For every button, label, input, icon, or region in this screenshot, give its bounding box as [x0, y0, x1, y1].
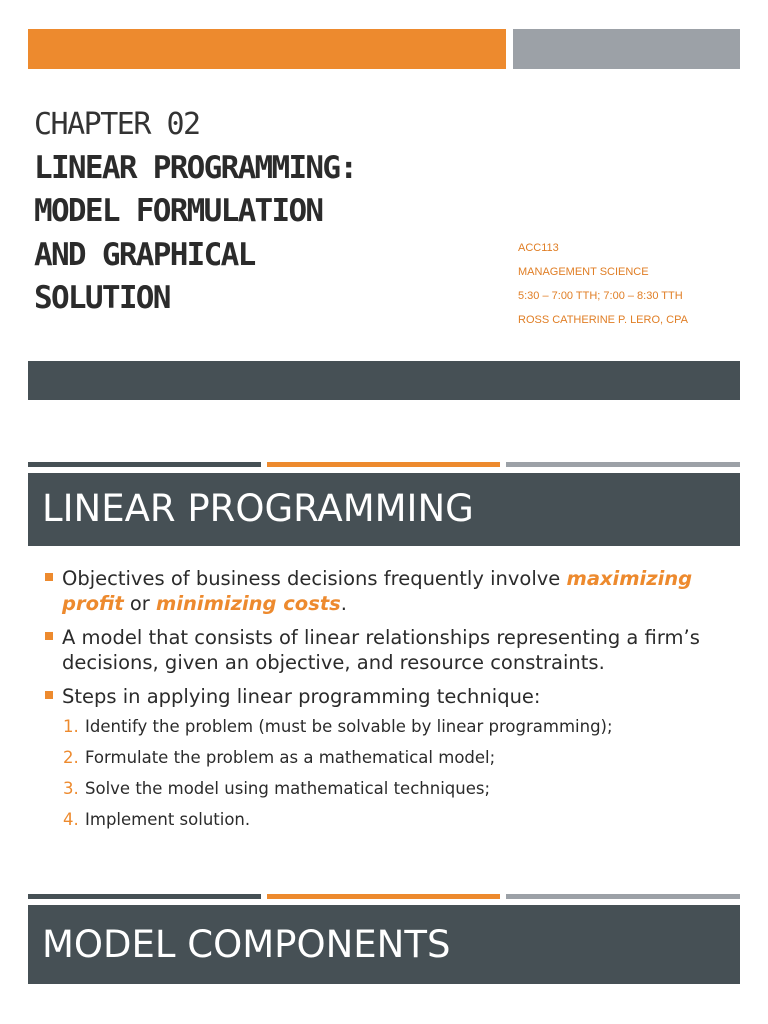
bullet2-line-2: decisions, given an objective, and resource constraints.: [62, 651, 605, 674]
step-item: [63, 716, 723, 738]
bullet3-text: Steps in applying linear programming technique:: [62, 685, 541, 708]
step-number: 3.: [63, 779, 79, 798]
top-orange-bar: [28, 29, 506, 69]
title-line-2: MODEL FORMULATION: [34, 193, 323, 229]
step-text: Identify the problem (must be solvable by linear programming);: [85, 717, 613, 736]
title-line-3: AND GRAPHICAL: [34, 237, 255, 273]
bullet1-text-start: Objectives of business decisions frequently involve: [62, 567, 567, 590]
slide3-header-box: [28, 905, 740, 984]
strip-segment-dark: [28, 894, 261, 899]
bullet2-line-1: A model that consists of linear relationships representing a firm’s: [62, 626, 700, 649]
course-name: MANAGEMENT SCIENCE: [518, 266, 649, 278]
highlight-maximizing: maximizing: [566, 567, 693, 590]
bullet-objectives: [45, 566, 735, 618]
strip-segment-orange: [267, 894, 500, 899]
title-line-4: SOLUTION: [34, 280, 170, 316]
strip-segment-dark: [28, 462, 261, 467]
highlight-minimizing-costs: minimizing costs: [156, 592, 341, 615]
bullet-square-icon: [45, 632, 53, 640]
bullet-square-icon: [45, 573, 53, 581]
step-text: Implement solution.: [85, 810, 251, 829]
step-text: Formulate the problem as a mathematical model;: [85, 748, 496, 767]
bullet1-text-middle: or: [123, 592, 157, 615]
bullet-square-icon: [45, 691, 53, 699]
slide2-top-strip: [28, 462, 740, 467]
slide3-header: MODEL COMPONENTS: [42, 923, 451, 966]
step-text: Solve the model using mathematical techniques;: [85, 779, 491, 798]
step-item: [63, 778, 723, 800]
chapter-label: CHAPTER 02: [34, 107, 200, 142]
step-number: 4.: [63, 810, 79, 829]
slide3-top-strip: [28, 894, 740, 899]
bottom-dark-bar: [28, 361, 740, 400]
strip-segment-gray: [506, 894, 740, 899]
top-gray-bar: [513, 29, 740, 69]
step-item: [63, 747, 723, 769]
step-number: 2.: [63, 748, 79, 767]
bullet-model-definition: [45, 625, 735, 677]
strip-segment-gray: [506, 462, 740, 467]
bullet1-text-end: .: [340, 592, 347, 615]
slide2-header: LINEAR PROGRAMMING: [42, 487, 474, 530]
class-schedule: 5:30 – 7:00 TTH; 7:00 – 8:30 TTH: [518, 290, 683, 302]
slide2-header-box: [28, 473, 740, 546]
course-code: ACC113: [518, 242, 559, 254]
bullet-steps-intro: [45, 684, 735, 710]
step-number: 1.: [63, 717, 79, 736]
strip-segment-orange: [267, 462, 500, 467]
title-line-1: LINEAR PROGRAMMING:: [34, 150, 357, 186]
instructor-name: ROSS CATHERINE P. LERO, CPA: [518, 314, 688, 326]
step-item: [63, 809, 723, 831]
highlight-profit: profit: [62, 592, 124, 615]
